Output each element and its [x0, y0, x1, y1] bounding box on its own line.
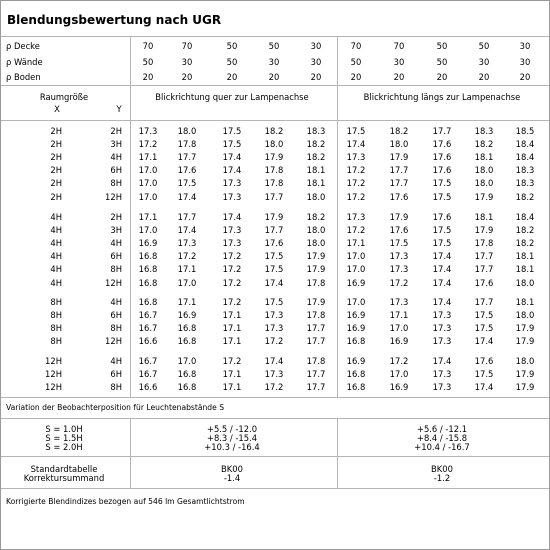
row-y-size: 12H — [105, 278, 122, 288]
row-x-size: 2H — [50, 152, 62, 162]
ugr-value: 17.7 — [389, 178, 409, 188]
ugr-value: 18.2 — [264, 126, 284, 136]
row-y-size: 4H — [110, 152, 122, 162]
row-y-size: 8H — [110, 382, 122, 392]
ugr-value: 17.6 — [264, 238, 284, 248]
ugr-value: 17.9 — [389, 152, 409, 162]
ugr-value: 17.1 — [222, 369, 242, 379]
reflectance-value: 50 — [226, 57, 238, 67]
ugr-value: 17.8 — [306, 310, 326, 320]
row-x-size: 2H — [50, 139, 62, 149]
standard-table-quer: BK00 — [221, 464, 243, 474]
ugr-value: 17.7 — [474, 264, 494, 274]
ugr-value: 17.4 — [222, 212, 242, 222]
reflectance-value: 50 — [142, 57, 154, 67]
ugr-value: 17.0 — [177, 278, 197, 288]
reflectance-value: 20 — [350, 72, 362, 82]
ugr-value: 18.1 — [306, 165, 326, 175]
ugr-value: 17.8 — [264, 178, 284, 188]
correction-quer: -1.4 — [223, 473, 241, 483]
ugr-value: 17.6 — [177, 165, 197, 175]
ugr-value: 16.8 — [177, 323, 197, 333]
ugr-value: 18.0 — [515, 310, 535, 320]
ugr-value: 16.7 — [138, 356, 158, 366]
ugr-value: 18.3 — [515, 178, 535, 188]
ugr-value: 18.2 — [515, 192, 535, 202]
ugr-value: 17.5 — [432, 178, 452, 188]
ugr-value: 18.2 — [389, 126, 409, 136]
ugr-value: 17.5 — [474, 323, 494, 333]
ugr-value: 17.0 — [389, 323, 409, 333]
reflectance-value: 20 — [478, 72, 490, 82]
row-y-size: 4H — [110, 356, 122, 366]
ugr-value: 16.7 — [138, 369, 158, 379]
ugr-value: 16.8 — [177, 369, 197, 379]
ugr-value: 17.1 — [222, 310, 242, 320]
ugr-value: 17.3 — [264, 310, 284, 320]
ugr-value: 18.0 — [177, 126, 197, 136]
reflectance-value: 20 — [310, 72, 322, 82]
ugr-value: 18.0 — [515, 278, 535, 288]
ugr-value: 17.7 — [264, 225, 284, 235]
header-divider — [1, 120, 549, 121]
ugr-value: 17.9 — [306, 251, 326, 261]
ugr-value: 17.1 — [222, 382, 242, 392]
ugr-value: 17.4 — [222, 152, 242, 162]
reflectance-value: 20 — [519, 72, 531, 82]
ugr-value: 17.4 — [432, 264, 452, 274]
ugr-value: 17.2 — [222, 251, 242, 261]
ugr-value: 18.2 — [474, 139, 494, 149]
ugr-value: 17.3 — [432, 310, 452, 320]
row-y-size: 8H — [110, 264, 122, 274]
ugr-value: 17.2 — [177, 251, 197, 261]
ugr-value: 17.9 — [474, 192, 494, 202]
ugr-value: 17.5 — [432, 238, 452, 248]
group-quer-heading: Blickrichtung quer zur Lampenachse — [155, 92, 309, 102]
ugr-value: 17.8 — [177, 139, 197, 149]
reflectance-value: 30 — [181, 57, 193, 67]
ugr-value: 17.9 — [264, 152, 284, 162]
row-y-size: 8H — [110, 323, 122, 333]
reflectance-label: ρ Decke — [6, 41, 40, 51]
ugr-value: 17.8 — [474, 238, 494, 248]
ugr-value: 17.1 — [138, 152, 158, 162]
ugr-value: 16.6 — [138, 382, 158, 392]
ugr-value: 16.8 — [138, 278, 158, 288]
row-x-size: 12H — [45, 356, 62, 366]
ugr-value: 16.7 — [138, 310, 158, 320]
ugr-value: 17.2 — [346, 192, 366, 202]
variation-divider — [1, 456, 549, 457]
ugr-value: 17.3 — [222, 178, 242, 188]
ugr-value: 17.6 — [474, 278, 494, 288]
ugr-value: 17.6 — [432, 212, 452, 222]
ugr-value: 17.3 — [432, 369, 452, 379]
ugr-value: 17.7 — [474, 297, 494, 307]
row-x-size: 2H — [50, 178, 62, 188]
label-column-divider-table — [130, 85, 131, 397]
reflectance-value: 20 — [142, 72, 154, 82]
ugr-value: 17.0 — [177, 356, 197, 366]
ugr-value: 17.1 — [389, 310, 409, 320]
ugr-value: 17.5 — [432, 192, 452, 202]
reflectance-value: 20 — [268, 72, 280, 82]
row-x-size: 4H — [50, 278, 62, 288]
ugr-value: 17.6 — [432, 152, 452, 162]
ugr-value: 18.0 — [306, 238, 326, 248]
ugr-value: 18.1 — [474, 152, 494, 162]
variation-heading: Variation der Beobachterposition für Leuchtenabstände S — [6, 403, 225, 412]
ugr-value: 17.3 — [264, 323, 284, 333]
ugr-value: 17.4 — [177, 225, 197, 235]
ugr-value: 17.9 — [306, 297, 326, 307]
row-y-size: 4H — [110, 297, 122, 307]
correction-label: Korrektursummand — [23, 473, 105, 483]
variation-quer: +8.3 / -15.4 — [206, 433, 258, 443]
correction-laengs: -1.2 — [433, 473, 451, 483]
ugr-value: 17.4 — [474, 382, 494, 392]
ugr-value: 18.4 — [515, 152, 535, 162]
reflectance-value: 20 — [436, 72, 448, 82]
ugr-value: 17.4 — [432, 356, 452, 366]
ugr-value: 17.2 — [264, 382, 284, 392]
group-divider-table — [337, 85, 338, 397]
label-column-divider — [130, 36, 131, 85]
ugr-value: 17.6 — [432, 139, 452, 149]
ugr-value: 17.2 — [138, 139, 158, 149]
ugr-value: 17.3 — [346, 152, 366, 162]
reflectance-value: 70 — [393, 41, 405, 51]
ugr-value: 17.5 — [264, 297, 284, 307]
ugr-value: 17.0 — [346, 251, 366, 261]
row-x-size: 8H — [50, 323, 62, 333]
ugr-value: 17.2 — [389, 278, 409, 288]
ugr-value: 17.7 — [306, 323, 326, 333]
ugr-value: 17.5 — [264, 264, 284, 274]
ugr-value: 18.2 — [306, 139, 326, 149]
ugr-value: 16.9 — [346, 278, 366, 288]
row-y-size: 3H — [110, 225, 122, 235]
row-y-size: 12H — [105, 336, 122, 346]
ugr-value: 17.9 — [264, 212, 284, 222]
row-x-size: 2H — [50, 165, 62, 175]
row-x-size: 8H — [50, 297, 62, 307]
ugr-value: 17.5 — [389, 238, 409, 248]
ugr-value: 18.2 — [515, 225, 535, 235]
ugr-value: 18.1 — [515, 264, 535, 274]
reflectance-value: 20 — [393, 72, 405, 82]
variation-heading-divider — [1, 418, 549, 419]
variation-label: S = 2.0H — [45, 442, 83, 452]
ugr-value: 17.8 — [306, 278, 326, 288]
ugr-value: 18.2 — [515, 238, 535, 248]
ugr-value: 17.4 — [346, 139, 366, 149]
ugr-value: 17.2 — [222, 297, 242, 307]
ugr-value: 18.4 — [515, 139, 535, 149]
ugr-value: 17.3 — [432, 336, 452, 346]
ugr-value: 17.3 — [177, 238, 197, 248]
ugr-value: 17.3 — [222, 238, 242, 248]
row-x-size: 12H — [45, 382, 62, 392]
row-y-size: 4H — [110, 238, 122, 248]
ugr-value: 17.2 — [222, 356, 242, 366]
ugr-value: 17.5 — [222, 126, 242, 136]
variation-quer: +5.5 / -12.0 — [206, 424, 258, 434]
row-y-size: 6H — [110, 251, 122, 261]
ugr-value: 17.8 — [264, 165, 284, 175]
ugr-value: 17.2 — [346, 225, 366, 235]
ugr-value: 16.8 — [346, 336, 366, 346]
variation-label: S = 1.0H — [45, 424, 83, 434]
row-x-size: 4H — [50, 225, 62, 235]
group-divider-top — [337, 36, 338, 85]
row-y-size: 3H — [110, 139, 122, 149]
ugr-value: 17.4 — [177, 192, 197, 202]
ugr-value: 18.1 — [515, 297, 535, 307]
reflectance-value: 30 — [268, 57, 280, 67]
ugr-value: 17.2 — [346, 178, 366, 188]
standard-table-label: Standardtabelle — [30, 464, 98, 474]
ugr-value: 17.3 — [346, 212, 366, 222]
reflectance-value: 50 — [436, 57, 448, 67]
ugr-value: 16.8 — [346, 382, 366, 392]
ugr-value: 17.7 — [306, 369, 326, 379]
row-y-size: 6H — [110, 369, 122, 379]
ugr-value: 18.3 — [306, 126, 326, 136]
ugr-value: 18.2 — [306, 152, 326, 162]
ugr-value: 17.7 — [264, 192, 284, 202]
reflectance-value: 50 — [478, 41, 490, 51]
ugr-value: 18.0 — [264, 139, 284, 149]
ugr-value: 17.3 — [432, 323, 452, 333]
ugr-value: 17.5 — [346, 126, 366, 136]
ugr-value: 17.3 — [138, 126, 158, 136]
ugr-value: 16.9 — [389, 382, 409, 392]
ugr-value: 17.5 — [222, 139, 242, 149]
reflectance-value: 70 — [142, 41, 154, 51]
ugr-value: 18.2 — [306, 212, 326, 222]
page-title: Blendungsbewertung nach UGR — [7, 13, 222, 27]
ugr-value: 17.9 — [474, 225, 494, 235]
ugr-value: 17.0 — [138, 225, 158, 235]
table-divider — [1, 397, 549, 398]
ugr-value: 16.9 — [138, 238, 158, 248]
ugr-value: 18.3 — [515, 165, 535, 175]
ugr-value: 18.0 — [306, 225, 326, 235]
ugr-value: 17.0 — [138, 192, 158, 202]
ugr-value: 18.0 — [474, 165, 494, 175]
ugr-value: 17.0 — [389, 369, 409, 379]
ugr-value: 16.8 — [177, 336, 197, 346]
ugr-value: 16.8 — [138, 297, 158, 307]
ugr-value: 16.8 — [177, 382, 197, 392]
variation-label: S = 1.5H — [45, 433, 83, 443]
ugr-value: 18.4 — [515, 212, 535, 222]
reflectance-value: 50 — [268, 41, 280, 51]
ugr-value: 17.2 — [222, 264, 242, 274]
row-x-size: 2H — [50, 192, 62, 202]
ugr-value: 17.1 — [177, 297, 197, 307]
ugr-value: 16.9 — [346, 356, 366, 366]
row-y-size: 2H — [110, 126, 122, 136]
reflectance-value: 70 — [181, 41, 193, 51]
ugr-value: 18.0 — [474, 178, 494, 188]
ugr-value: 17.1 — [138, 212, 158, 222]
ugr-value: 17.6 — [432, 165, 452, 175]
row-x-size: 2H — [50, 126, 62, 136]
ugr-value: 17.9 — [515, 336, 535, 346]
ugr-value: 17.7 — [306, 382, 326, 392]
ugr-value: 18.0 — [515, 356, 535, 366]
ugr-value: 16.6 — [138, 336, 158, 346]
row-y-size: 6H — [110, 165, 122, 175]
reflectance-value: 30 — [478, 57, 490, 67]
ugr-value: 17.0 — [346, 264, 366, 274]
ugr-value: 17.4 — [222, 165, 242, 175]
ugr-value: 17.3 — [222, 192, 242, 202]
ugr-value: 17.2 — [222, 278, 242, 288]
row-x-size: 8H — [50, 310, 62, 320]
reflectance-label: ρ Wände — [6, 57, 43, 67]
group-divider-bottom — [337, 418, 338, 488]
label-column-divider-bottom — [130, 418, 131, 488]
reflectance-value: 30 — [310, 57, 322, 67]
ugr-value: 17.7 — [177, 212, 197, 222]
reflectance-value: 30 — [393, 57, 405, 67]
reflectance-label: ρ Boden — [6, 72, 41, 82]
ugr-value: 17.3 — [222, 225, 242, 235]
ugr-value: 17.5 — [474, 369, 494, 379]
variation-laengs: +8.4 / -15.8 — [416, 433, 468, 443]
row-x-size: 4H — [50, 264, 62, 274]
ugr-value: 18.1 — [515, 251, 535, 261]
ugr-value: 17.6 — [474, 356, 494, 366]
row-x-size: 8H — [50, 336, 62, 346]
ugr-value: 16.8 — [346, 369, 366, 379]
row-y-size: 2H — [110, 212, 122, 222]
ugr-value: 16.8 — [138, 251, 158, 261]
ugr-value: 17.5 — [474, 310, 494, 320]
ugr-value: 17.3 — [389, 297, 409, 307]
title-divider — [1, 36, 549, 37]
ugr-value: 17.7 — [389, 165, 409, 175]
ugr-value: 17.1 — [177, 264, 197, 274]
reflectance-value: 30 — [519, 57, 531, 67]
ugr-value: 17.5 — [264, 251, 284, 261]
ugr-value: 17.4 — [432, 278, 452, 288]
ugr-value: 17.3 — [264, 369, 284, 379]
ugr-value: 17.1 — [222, 323, 242, 333]
row-y-size: 6H — [110, 310, 122, 320]
ugr-value: 16.8 — [138, 264, 158, 274]
row-x-size: 4H — [50, 238, 62, 248]
reflectance-value: 70 — [350, 41, 362, 51]
ugr-value: 17.4 — [432, 251, 452, 261]
ugr-value: 17.9 — [515, 323, 535, 333]
ugr-value: 18.5 — [515, 126, 535, 136]
group-laengs-heading: Blickrichtung längs zur Lampenachse — [363, 92, 521, 102]
row-y-size: 12H — [105, 192, 122, 202]
ugr-value: 17.6 — [389, 225, 409, 235]
row-x-size: 4H — [50, 251, 62, 261]
standard-table-laengs: BK00 — [431, 464, 453, 474]
ugr-value: 17.3 — [389, 251, 409, 261]
ugr-value: 17.4 — [264, 278, 284, 288]
ugr-value: 17.4 — [432, 297, 452, 307]
reflectance-value: 20 — [226, 72, 238, 82]
ugr-value: 17.9 — [306, 264, 326, 274]
ugr-value: 17.5 — [432, 225, 452, 235]
reflectance-value: 20 — [181, 72, 193, 82]
reflectance-value: 50 — [350, 57, 362, 67]
ugr-value: 17.7 — [432, 126, 452, 136]
ugr-value: 17.0 — [138, 178, 158, 188]
ugr-value: 17.4 — [264, 356, 284, 366]
ugr-value: 18.3 — [474, 126, 494, 136]
reflectance-divider — [1, 85, 549, 86]
ugr-value: 16.9 — [389, 336, 409, 346]
ugr-value: 17.9 — [515, 369, 535, 379]
ugr-value: 17.9 — [389, 212, 409, 222]
reflectance-value: 50 — [226, 41, 238, 51]
ugr-value: 17.6 — [389, 192, 409, 202]
ugr-value: 17.8 — [306, 356, 326, 366]
ugr-value: 18.1 — [306, 178, 326, 188]
ugr-value: 17.3 — [432, 382, 452, 392]
reflectance-value: 30 — [310, 41, 322, 51]
ugr-value: 16.7 — [138, 323, 158, 333]
ugr-value: 18.0 — [306, 192, 326, 202]
ugr-value: 17.2 — [264, 336, 284, 346]
ugr-value: 17.4 — [474, 336, 494, 346]
ugr-value: 16.9 — [177, 310, 197, 320]
ugr-value: 18.1 — [474, 212, 494, 222]
ugr-value: 18.0 — [389, 139, 409, 149]
footnote: Korrigierte Blendindizes bezogen auf 546 lm Gesamtlichtstrom — [6, 497, 245, 506]
ugr-value: 17.7 — [474, 251, 494, 261]
ugr-value: 17.9 — [515, 382, 535, 392]
ugr-value: 17.0 — [138, 165, 158, 175]
ugr-value: 17.2 — [389, 356, 409, 366]
row-x-size: 12H — [45, 369, 62, 379]
variation-laengs: +10.4 / -16.7 — [414, 442, 470, 452]
reflectance-value: 50 — [436, 41, 448, 51]
ugr-value: 17.5 — [177, 178, 197, 188]
room-size-label: Raumgröße — [39, 92, 89, 102]
ugr-value: 17.3 — [389, 264, 409, 274]
x-column-label: X — [54, 104, 60, 114]
ugr-value: 17.1 — [222, 336, 242, 346]
y-column-label: Y — [116, 104, 122, 114]
variation-laengs: +5.6 / -12.1 — [416, 424, 468, 434]
reflectance-value: 30 — [519, 41, 531, 51]
variation-quer: +10.3 / -16.4 — [204, 442, 260, 452]
ugr-value: 17.7 — [306, 336, 326, 346]
row-x-size: 4H — [50, 212, 62, 222]
ugr-value: 17.0 — [346, 297, 366, 307]
row-y-size: 8H — [110, 178, 122, 188]
ugr-value: 16.9 — [346, 310, 366, 320]
ugr-value: 17.2 — [346, 165, 366, 175]
ugr-value: 17.1 — [346, 238, 366, 248]
ugr-value: 16.9 — [346, 323, 366, 333]
standard-divider — [1, 488, 549, 489]
ugr-value: 17.7 — [177, 152, 197, 162]
